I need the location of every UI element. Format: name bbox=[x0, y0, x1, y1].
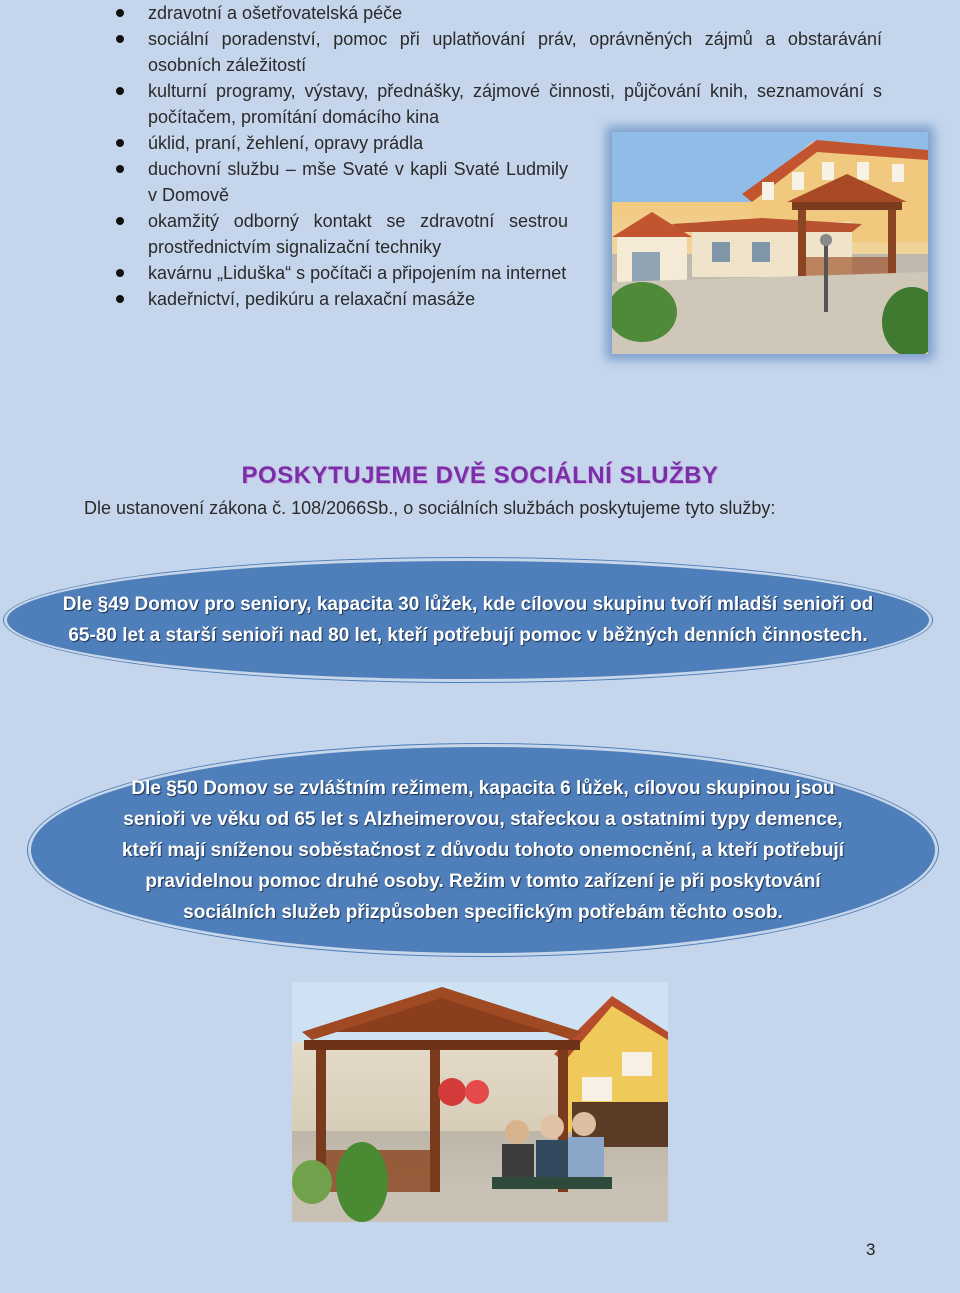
service-oval-49 bbox=[4, 558, 932, 682]
building-photo bbox=[612, 132, 928, 354]
list-item: kavárnu „Liduška“ s počítači a připojením na internet bbox=[112, 260, 568, 286]
service-oval-50-text: Dle §50 Domov se zvláštním režimem, kapacita 6 lůžek, cílovou skupinou jsou senioři ve věku od 65 let s Alzheimerovou, stařeckou a ostatními typy demence, kteří mají sníženou soběstačnost z důvodu tohoto onemocnění, a kteří potřebují pravidelnou pomoc druhé osoby. Režim v tomto zařízení je při poskytování sociálních služeb přizpůsoben specifickým potřebám těchto osob. bbox=[121, 777, 845, 923]
gazebo-photo bbox=[292, 982, 668, 1222]
service-oval-50 bbox=[28, 744, 938, 956]
list-item: úklid, praní, žehlení, opravy prádla bbox=[112, 130, 568, 156]
intro-text: Dle ustanovení zákona č. 108/2066Sb., o sociálních službách poskytujeme tyto služby: bbox=[84, 498, 776, 518]
list-item: kulturní programy, výstavy, přednášky, zájmové činnosti, půjčování knih, seznamování s počítačem, promítání domácího kina bbox=[112, 78, 882, 130]
list-item: zdravotní a ošetřovatelská péče bbox=[112, 0, 882, 26]
list-item: duchovní službu – mše Svaté v kapli Svaté Ludmily v Domově bbox=[112, 156, 568, 208]
list-item: sociální poradenství, pomoc při uplatňování práv, oprávněných zájmů a obstarávání osobních záležitostí bbox=[112, 26, 882, 78]
page-number: 3 bbox=[866, 1240, 876, 1259]
section-heading: POSKYTUJEME DVĚ SOCIÁLNÍ SLUŽBY bbox=[241, 462, 719, 489]
service-oval-49-text: Dle §49 Domov pro seniory, kapacita 30 lůžek, kde cílovou skupinu tvoří mladší senioři od 65-80 let a starší senioři nad 80 let, kteří potřebují pomoc v běžných denních činnostech. bbox=[62, 594, 874, 646]
list-item: kadeřnictví, pedikúru a relaxační masáže bbox=[112, 286, 568, 312]
list-item: okamžitý odborný kontakt se zdravotní sestrou prostřednictvím signalizační techniky bbox=[112, 208, 568, 260]
